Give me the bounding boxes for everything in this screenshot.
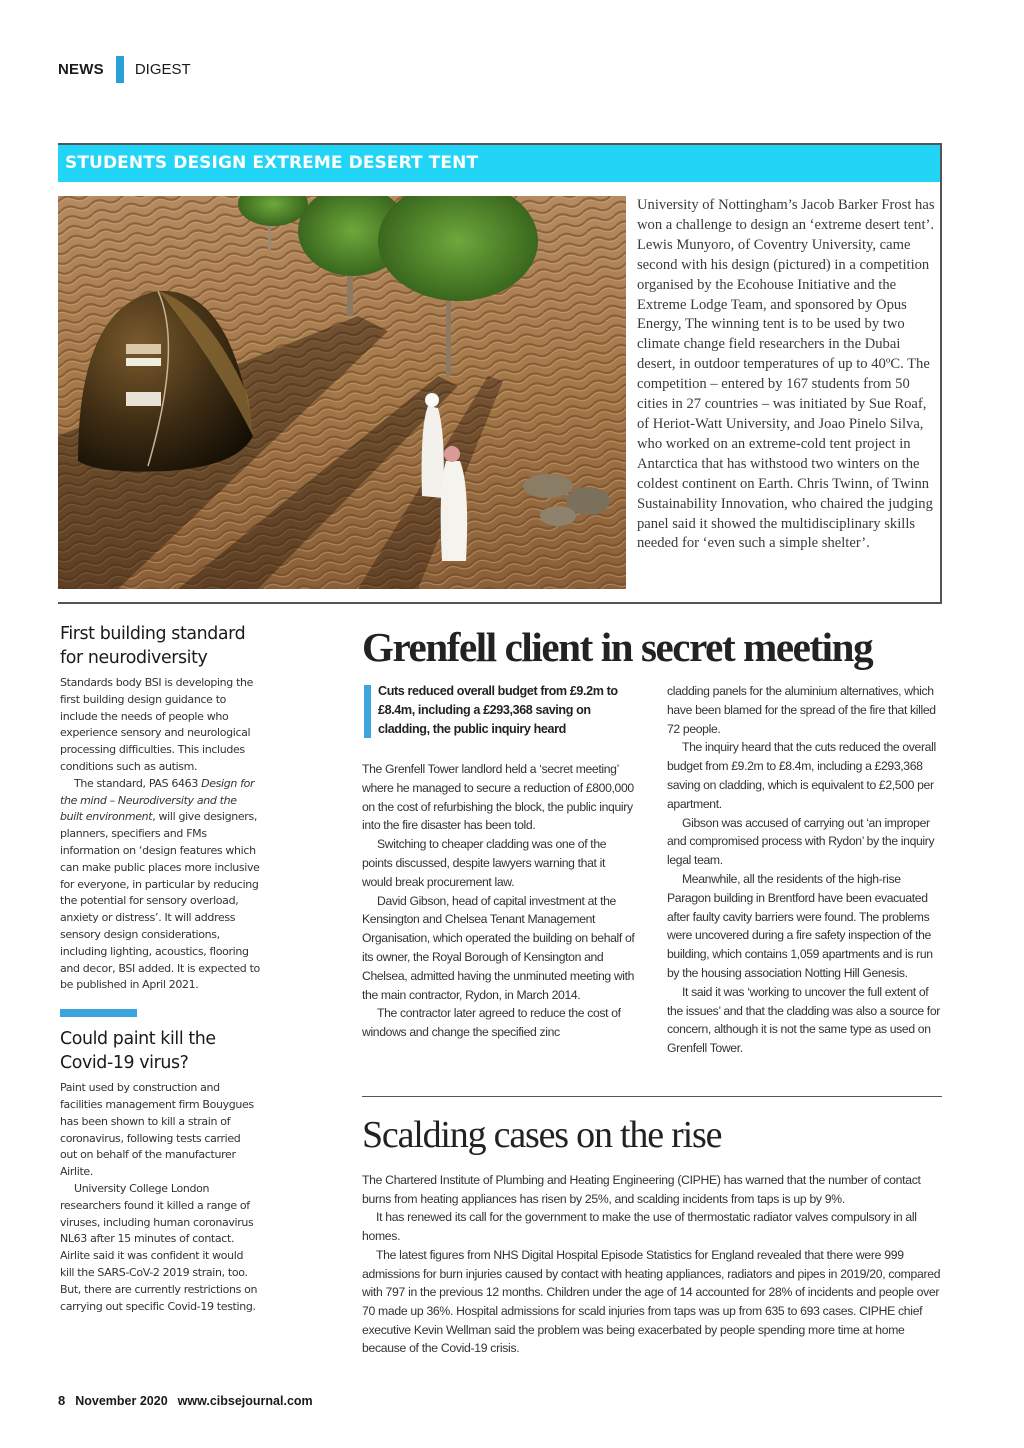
grenfell-headline: Grenfell client in secret meeting xyxy=(362,624,873,670)
scalding-headline: Scalding cases on the rise xyxy=(362,1114,722,1156)
text-run: The standard, PAS 6463 xyxy=(74,776,202,790)
article-divider xyxy=(362,1096,942,1097)
body-paragraph: Meanwhile, all the residents of the high-rise Paragon building in Brentford have been evacuated after faulty cavity barriers were found. The problems were uncovered during a fire safety inspection of the building, which contains 1,059 apartments and is run by the housing association Notting Hill Genesis. xyxy=(667,871,933,980)
text-run: , will give designers, planners, specifiers and FMs information on ‘design features which can make public places more inclusive for everyone, in particular by reducing the potential for sensory overload, anxiety or distress’. It will address sensory design considerations, including lighting, acoustics, flooring and decor, BSI added. It is expected to be published in April 2021. xyxy=(60,810,260,992)
paint-paragraph: Paint used by construction and facilities management firm Bouygues has been shown to kill a strain of coronavirus, following tests carried out on behalf of the manufacturer Airlite. xyxy=(60,1081,254,1179)
issue-date: November 2020 xyxy=(75,1394,168,1408)
standfirst-text: Cuts reduced overall budget from £9.2m to £8.4m, including a £293,368 saving on cladding, the public inquiry heard xyxy=(378,684,618,736)
body-paragraph: Gibson was accused of carrying out ‘an improper and compromised process with Rydon’ by the inquiry legal team. xyxy=(667,815,935,868)
desert-tent-photo xyxy=(58,196,626,589)
paint-paragraph: University College London researchers found it killed a range of viruses, including human coronavirus NL63 after 15 minutes of contact. Airlite said it was confident it would kill the SARS-CoV-2 2019 strain, too. But, there are currently restrictions on carrying out specific Covid-19 testing. xyxy=(60,1181,258,1313)
neurodiversity-paragraph xyxy=(60,776,260,994)
story-divider xyxy=(60,1009,137,1017)
body-paragraph: It said it was ‘working to uncover the full extent of the issues’ and that the cladding was also a source for concern, although it is not the same type as used on Grenfell Tower. xyxy=(667,984,940,1056)
grenfell-column-2 xyxy=(667,682,942,1058)
standfirst-accent-bar xyxy=(364,685,371,738)
body-paragraph: The latest figures from NHS Digital Hospital Episode Statistics for England revealed that there were 999 admissions for burn injuries caused by contact with heating appliances, radiators and pipes in 2019/20, compared with 797 in the previous 12 months. Children under the age of 14 accounted for 28% of incidents and people over 70 made up 36%. Hospital admissions for scald injuries from taps was up from 635 to 693 cases. CIPHE chief executive Kevin Wellman said the problem was being exacerbated by people spending more time at home because of the Covid-19 crisis. xyxy=(362,1247,941,1356)
body-paragraph: It has renewed its call for the government to make the use of thermostatic radiator valves compulsory in all homes. xyxy=(362,1210,917,1244)
section-label: NEWS xyxy=(58,61,104,78)
sidebar-column xyxy=(60,622,260,1315)
neurodiversity-headline: First building standard for neurodiversity xyxy=(60,624,246,668)
desert-tent-image-icon xyxy=(58,196,626,589)
page-footer xyxy=(58,1393,313,1408)
feature-title-band xyxy=(58,145,940,182)
body-paragraph: The Grenfell Tower landlord held a ‘secret meeting’ where he managed to secure a reduction of £800,000 on the cost of refurbishing the block, the public inquiry into the fire disaster has been told. xyxy=(362,762,634,833)
feature-body: University of Nottingham’s Jacob Barker Frost has won a challenge to design an ‘extreme desert tent’. Lewis Munyoro, of Coventry University, came second with his design (pictured) in a competition organised by the Ecohouse Initiative and the Extreme Lodge Team, and sponsored by Opus Energy, The winning tent is to be used by two climate change field researchers in the Dubai desert, in outdoor temperatures of up to 40ºC. The competition – entered by 167 students from 50 cities in 27 countries – was initiated by Sue Roaf, of Heriot-Watt University, and Joao Pinelo Silva, who worked on an extreme-cold tent project in Antarctica that has withstood two winters on the coldest continent on Earth. Chris Twinn, of Twinn Sustainability Innovation, who chaired the judging panel said it showed the multidisciplinary skills needed for ‘even such a simple shelter’. xyxy=(637,197,935,552)
website-link[interactable]: www.cibsejournal.com xyxy=(177,1394,313,1408)
body-paragraph: David Gibson, head of capital investment at the Kensington and Chelsea Tenant Management Organisation, which operated the building on behalf of its owner, the Royal Borough of Kensington and Chelsea, admitted having the unminuted meeting with the main contractor, Rydon, in March 2014. xyxy=(362,893,635,1002)
section-divider-bar xyxy=(116,56,124,83)
body-paragraph: Switching to cheaper cladding was one of the points discussed, despite lawyers warning that it would break procurement law. xyxy=(362,837,607,889)
page-number: 8 xyxy=(58,1393,66,1408)
grenfell-standfirst xyxy=(362,682,637,739)
section-header xyxy=(58,56,191,83)
standard-title-italic: Design for the mind – Neurodiversity and the built environment xyxy=(60,776,255,824)
grenfell-article xyxy=(362,622,942,1056)
paint-covid-headline: Could paint kill the Covid-19 virus? xyxy=(60,1029,216,1074)
body-paragraph: The inquiry heard that the cuts reduced the overall budget from £9.2m to £8.4m, including a £293,368 saving on cladding, which is equivalent to £2,500 per apartment. xyxy=(667,740,936,811)
body-paragraph: The contractor later agreed to reduce the cost of windows and change the specified zinc xyxy=(362,1006,621,1040)
neurodiversity-paragraph: Standards body BSI is developing the first building design guidance to include the needs of people who experience sensory and neurological processing difficulties. This includes conditions such as autism. xyxy=(60,676,254,773)
scalding-body xyxy=(362,1171,947,1358)
feature-box xyxy=(58,143,942,604)
scalding-article xyxy=(362,1110,947,1358)
feature-title: STUDENTS DESIGN EXTREME DESERT TENT xyxy=(65,153,479,173)
body-paragraph: cladding panels for the aluminium alternatives, which have been blamed for the spread of the fire that killed 72 people. xyxy=(667,684,936,736)
body-paragraph: The Chartered Institute of Plumbing and Heating Engineering (CIPHE) has warned that the number of contact burns from heating appliances has risen by 25%, and scalding incidents from taps is up by 9%. xyxy=(362,1173,921,1206)
grenfell-column-1 xyxy=(362,682,637,1042)
subsection-label: DIGEST xyxy=(134,61,191,78)
